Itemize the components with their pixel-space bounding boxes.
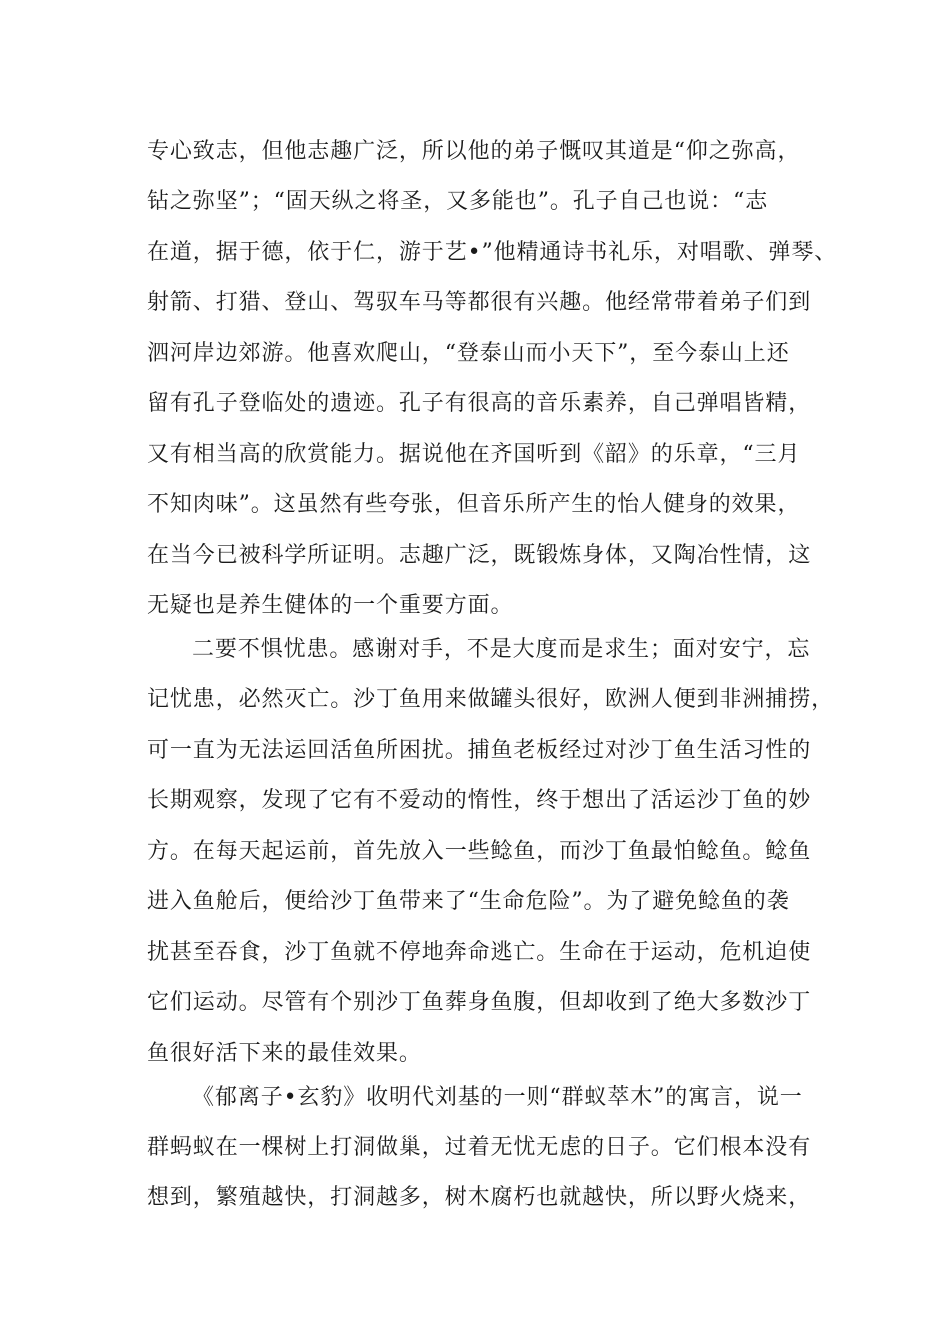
text-line: 钻之弥坚”；“固天纵之将圣，又多能也”。孔子自己也说：“志 [147, 189, 769, 214]
text-line: 记忧患，必然灭亡。沙丁鱼用来做罐头很好，欧洲人便到非洲捕捞， [147, 687, 835, 712]
paragraph-first-line: 二要不惧忧患。感谢对手，不是大度而是求生；面对安宁，忘 [192, 637, 811, 662]
text-line: 鱼很好活下来的最佳效果。 [147, 1041, 422, 1066]
text-line: 在道，据于德，依于仁，游于艺•”他精通诗书礼乐，对唱歌、弹琴、 [147, 240, 838, 265]
text-line: 在当今已被科学所证明。志趣广泛，既锻炼身体，又陶冶性情，这 [147, 543, 812, 568]
text-line: 进入鱼舱后，便给沙丁鱼带来了“生命危险”。为了避免鲶鱼的袭 [147, 889, 790, 914]
text-line: 方。在每天起运前，首先放入一些鲶鱼，而沙丁鱼最怕鲶鱼。鲶鱼 [147, 839, 812, 864]
text-line: 扰甚至吞食，沙丁鱼就不停地奔命逃亡。生命在于运动，危机迫使 [147, 940, 812, 965]
text-line: 射箭、打猎、登山、驾驭车马等都很有兴趣。他经常带着弟子们到 [147, 290, 812, 315]
paragraph-first-line: 《郁离子•玄豹》收明代刘基的一则“群蚁萃木”的寓言，说一 [192, 1085, 803, 1110]
text-line: 它们运动。尽管有个别沙丁鱼葬身鱼腹，但却收到了绝大多数沙丁 [147, 990, 812, 1015]
text-line: 泗河岸边郊游。他喜欢爬山，“登泰山而小天下”，至今泰山上还 [147, 341, 790, 366]
text-line: 群蚂蚁在一棵树上打洞做巢，过着无忧无虑的日子。它们根本没有 [147, 1135, 812, 1160]
text-line: 想到，繁殖越快，打洞越多，树木腐朽也就越快，所以野火烧来， [147, 1185, 812, 1210]
text-line: 专心致志，但他志趣广泛，所以他的弟子慨叹其道是“仰之弥高， [147, 139, 801, 164]
text-line: 无疑也是养生健体的一个重要方面。 [147, 593, 514, 618]
text-line: 又有相当高的欣赏能力。据说他在齐国听到《韶》的乐章，“三月 [147, 442, 801, 467]
text-line: 可一直为无法运回活鱼所困扰。捕鱼老板经过对沙丁鱼生活习性的 [147, 738, 812, 763]
text-line: 不知肉味”。这虽然有些夸张，但音乐所产生的怡人健身的效果， [147, 492, 801, 517]
text-line: 留有孔子登临处的遗迹。孔子有很高的音乐素养，自己弹唱皆精， [147, 391, 812, 416]
text-line: 长期观察，发现了它有不爱动的惰性，终于想出了活运沙丁鱼的妙 [147, 788, 812, 813]
